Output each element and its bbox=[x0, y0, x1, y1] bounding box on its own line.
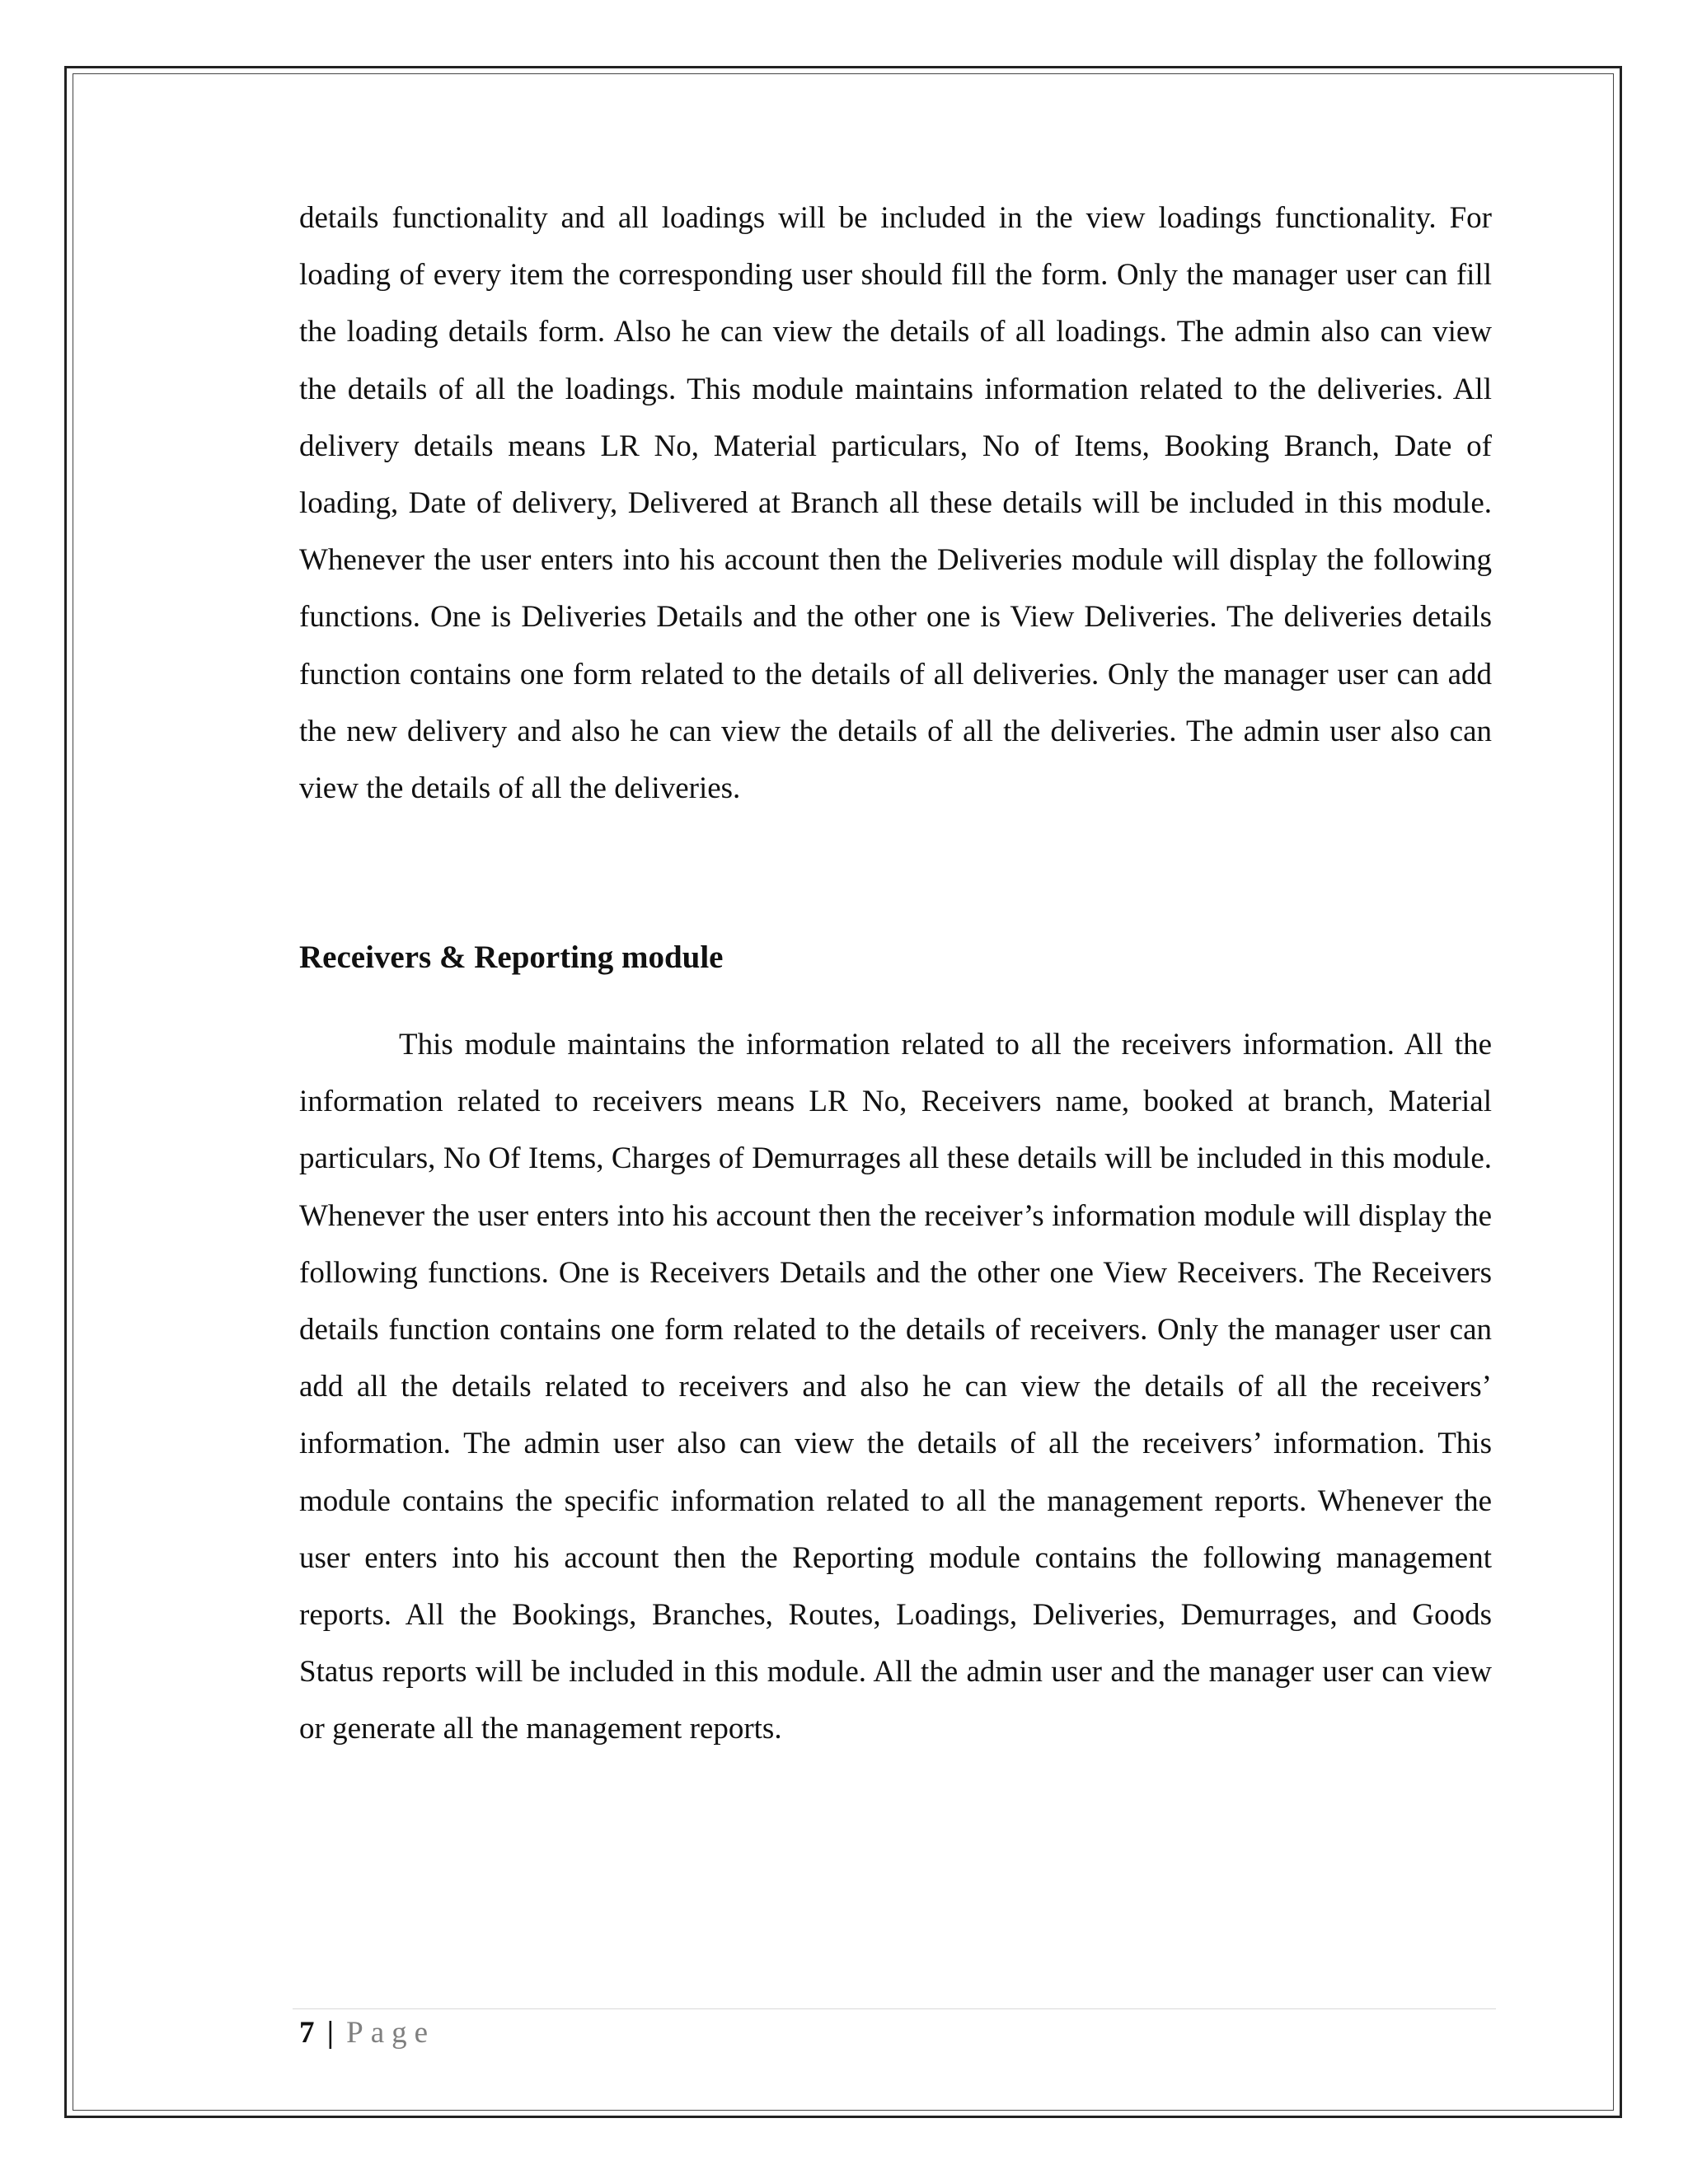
page-number: 7 bbox=[299, 2016, 315, 2050]
section-heading: Receivers & Reporting module bbox=[299, 940, 724, 975]
page-label: Page bbox=[346, 2016, 436, 2050]
footer-divider bbox=[293, 2008, 1496, 2009]
body-paragraph-2: This module maintains the information related to all the receivers information. All the information related to receivers means LR No, Receivers name, booked at branch, Material particulars, No Of Items, Charges of Demurrages all these details will be included in this module. Whenever the user enters into his account then the receiver’s information module will display the following functions. One is Receivers Details and the other one View Receivers. The Receivers details function contains one form related to the details of receivers. Only the manager user can add all the details related to receivers and also he can view the details of all the receivers’ information. The admin user also can view the details of all the receivers’ information. This module contains the specific information related to all the management reports. Whenever the user enters into his account then the Reporting module contains the following management reports. All the Bookings, Branches, Routes, Loadings, Deliveries, Demurrages, and Goods Status reports will be included in this module. All the admin user and the manager user can view or generate all the management reports. bbox=[299, 1028, 1492, 1746]
page-content bbox=[299, 190, 1492, 1746]
body-paragraph-1: details functionality and all loadings will be included in the view loadings functionality. For loading of every item the corresponding user should fill the form. Only the manager user can fill the loading details form. Also he can view the details of all loadings. The admin also can view the details of all the loadings. This module maintains information related to the deliveries. All delivery details means LR No, Material particulars, No of Items, Booking Branch, Date of loading, Date of delivery, Delivered at Branch all these details will be included in this module. Whenever the user enters into his account then the Deliveries module will display the following functions. One is Deliveries Details and the other one is View Deliveries. The deliveries details function contains one form related to the details of all deliveries. Only the manager user can add the new delivery and also he can view the details of all the deliveries. The admin user also can view the details of all the deliveries. bbox=[299, 201, 1492, 806]
page-footer bbox=[299, 2013, 435, 2054]
footer-separator: | bbox=[326, 2016, 334, 2050]
